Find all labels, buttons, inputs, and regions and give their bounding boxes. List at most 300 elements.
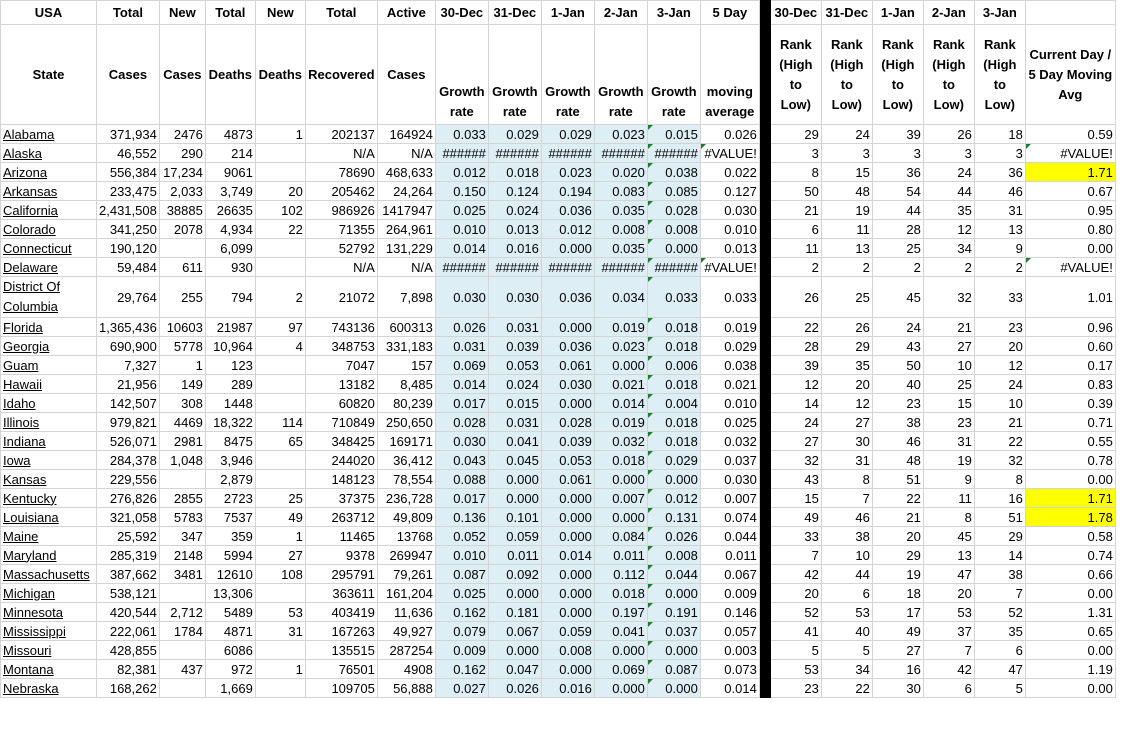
growth-rate-cell[interactable]: 0.000 xyxy=(541,603,594,622)
table-cell[interactable]: 255 xyxy=(159,277,205,318)
table-cell[interactable]: 49,809 xyxy=(377,508,435,527)
rank-cell[interactable]: 50 xyxy=(770,182,821,201)
rank-cell[interactable]: 29 xyxy=(872,546,923,565)
growth-rate-cell[interactable]: 0.024 xyxy=(488,201,541,220)
table-cell[interactable]: 4908 xyxy=(377,660,435,679)
growth-rate-cell[interactable]: 0.007 xyxy=(594,489,647,508)
rank-cell[interactable]: 12 xyxy=(923,220,974,239)
rank-cell[interactable]: 2 xyxy=(770,258,821,277)
table-cell[interactable]: 135515 xyxy=(305,641,377,660)
rank-cell[interactable]: 20 xyxy=(821,375,872,394)
ratio-cell[interactable]: 0.71 xyxy=(1025,413,1115,432)
growth-rate-cell[interactable]: 0.021 xyxy=(594,375,647,394)
state-link[interactable]: Minnesota xyxy=(1,603,97,622)
ratio-cell[interactable]: 0.96 xyxy=(1025,318,1115,337)
table-cell[interactable]: 331,183 xyxy=(377,337,435,356)
rank-cell[interactable]: 27 xyxy=(923,337,974,356)
header-cell[interactable]: New xyxy=(255,1,305,25)
table-cell[interactable]: 556,384 xyxy=(97,163,160,182)
rank-cell[interactable]: 19 xyxy=(872,565,923,584)
rank-cell[interactable]: 6 xyxy=(821,584,872,603)
growth-rate-cell[interactable]: 0.014 xyxy=(435,375,488,394)
state-link[interactable]: Alabama xyxy=(1,125,97,144)
ratio-cell[interactable]: 0.67 xyxy=(1025,182,1115,201)
header-cell[interactable]: 2-Jan xyxy=(594,1,647,25)
growth-rate-cell[interactable]: 0.026 xyxy=(647,527,700,546)
table-cell[interactable]: 71355 xyxy=(305,220,377,239)
rank-cell[interactable]: 19 xyxy=(821,201,872,220)
rank-cell[interactable]: 52 xyxy=(770,603,821,622)
rank-cell[interactable]: 21 xyxy=(974,413,1025,432)
table-cell[interactable]: 7,898 xyxy=(377,277,435,318)
rank-cell[interactable]: 26 xyxy=(770,277,821,318)
table-cell[interactable] xyxy=(255,356,305,375)
rank-cell[interactable]: 5 xyxy=(821,641,872,660)
header-cell[interactable]: 1-Jan xyxy=(541,1,594,25)
rank-cell[interactable]: 15 xyxy=(923,394,974,413)
growth-rate-cell[interactable]: 0.000 xyxy=(488,641,541,660)
table-cell[interactable] xyxy=(159,239,205,258)
growth-rate-cell[interactable]: 0.084 xyxy=(594,527,647,546)
table-cell[interactable]: 284,378 xyxy=(97,451,160,470)
rank-cell[interactable]: 8 xyxy=(923,508,974,527)
growth-rate-cell[interactable]: 0.053 xyxy=(541,451,594,470)
rank-cell[interactable]: 41 xyxy=(770,622,821,641)
ratio-cell[interactable]: 0.58 xyxy=(1025,527,1115,546)
table-cell[interactable]: 244020 xyxy=(305,451,377,470)
table-cell[interactable]: 157 xyxy=(377,356,435,375)
table-cell[interactable]: 743136 xyxy=(305,318,377,337)
rank-cell[interactable]: 30 xyxy=(872,679,923,698)
state-link[interactable]: Delaware xyxy=(1,258,97,277)
table-cell[interactable]: 794 xyxy=(205,277,255,318)
rank-cell[interactable]: 42 xyxy=(923,660,974,679)
table-cell[interactable]: 18,322 xyxy=(205,413,255,432)
rank-cell[interactable]: 47 xyxy=(974,660,1025,679)
growth-rate-cell[interactable]: 0.101 xyxy=(488,508,541,527)
table-cell[interactable]: 7537 xyxy=(205,508,255,527)
rank-cell[interactable]: 32 xyxy=(770,451,821,470)
growth-rate-cell[interactable]: 0.061 xyxy=(541,470,594,489)
rank-cell[interactable]: 2 xyxy=(821,258,872,277)
moving-average-cell[interactable]: 0.033 xyxy=(700,277,759,318)
growth-rate-cell[interactable]: 0.000 xyxy=(647,239,700,258)
header-cell[interactable]: Growth rate xyxy=(647,25,700,125)
growth-rate-cell[interactable]: 0.031 xyxy=(488,413,541,432)
header-cell[interactable]: State xyxy=(1,25,97,125)
growth-rate-cell[interactable]: 0.006 xyxy=(647,356,700,375)
state-link[interactable]: Montana xyxy=(1,660,97,679)
growth-rate-cell[interactable]: 0.008 xyxy=(594,220,647,239)
header-cell[interactable]: Active xyxy=(377,1,435,25)
table-cell[interactable]: 10603 xyxy=(159,318,205,337)
table-cell[interactable]: 250,650 xyxy=(377,413,435,432)
table-cell[interactable]: 4469 xyxy=(159,413,205,432)
growth-rate-cell[interactable]: 0.010 xyxy=(435,546,488,565)
growth-rate-cell[interactable]: 0.011 xyxy=(488,546,541,565)
moving-average-cell[interactable]: 0.025 xyxy=(700,413,759,432)
header-cell[interactable]: Growth rate xyxy=(541,25,594,125)
moving-average-cell[interactable]: 0.030 xyxy=(700,201,759,220)
rank-cell[interactable]: 24 xyxy=(923,163,974,182)
table-cell[interactable]: 7,327 xyxy=(97,356,160,375)
growth-rate-cell[interactable]: 0.087 xyxy=(435,565,488,584)
table-cell[interactable]: N/A xyxy=(305,258,377,277)
rank-cell[interactable]: 25 xyxy=(872,239,923,258)
table-cell[interactable]: 979,821 xyxy=(97,413,160,432)
table-cell[interactable]: 190,120 xyxy=(97,239,160,258)
table-cell[interactable] xyxy=(255,470,305,489)
growth-rate-cell[interactable]: 0.124 xyxy=(488,182,541,201)
growth-rate-cell[interactable]: 0.059 xyxy=(541,622,594,641)
moving-average-cell[interactable]: 0.146 xyxy=(700,603,759,622)
rank-cell[interactable]: 20 xyxy=(872,527,923,546)
rank-cell[interactable]: 25 xyxy=(821,277,872,318)
table-cell[interactable]: 49 xyxy=(255,508,305,527)
table-cell[interactable]: 2,712 xyxy=(159,603,205,622)
state-link[interactable]: Georgia xyxy=(1,337,97,356)
rank-cell[interactable]: 9 xyxy=(923,470,974,489)
growth-rate-cell[interactable]: 0.036 xyxy=(541,337,594,356)
ratio-cell[interactable]: 0.95 xyxy=(1025,201,1115,220)
rank-cell[interactable]: 25 xyxy=(923,375,974,394)
table-cell[interactable]: 26635 xyxy=(205,201,255,220)
growth-rate-cell[interactable]: 0.035 xyxy=(594,201,647,220)
table-cell[interactable]: 229,556 xyxy=(97,470,160,489)
header-cell[interactable]: Rank (High to Low) xyxy=(974,25,1025,125)
rank-cell[interactable]: 13 xyxy=(974,220,1025,239)
table-cell[interactable]: 341,250 xyxy=(97,220,160,239)
growth-rate-cell[interactable]: 0.009 xyxy=(435,641,488,660)
table-cell[interactable]: 131,229 xyxy=(377,239,435,258)
table-cell[interactable]: 4,934 xyxy=(205,220,255,239)
rank-cell[interactable]: 24 xyxy=(821,125,872,144)
table-cell[interactable]: 972 xyxy=(205,660,255,679)
state-link[interactable]: Alaska xyxy=(1,144,97,163)
table-cell[interactable]: 611 xyxy=(159,258,205,277)
growth-rate-cell[interactable]: 0.043 xyxy=(435,451,488,470)
table-cell[interactable]: 65 xyxy=(255,432,305,451)
growth-rate-cell[interactable]: 0.034 xyxy=(594,277,647,318)
table-cell[interactable]: 205462 xyxy=(305,182,377,201)
ratio-cell[interactable]: 0.00 xyxy=(1025,641,1115,660)
rank-cell[interactable]: 45 xyxy=(923,527,974,546)
table-cell[interactable]: 20 xyxy=(255,182,305,201)
ratio-cell[interactable]: 1.71 xyxy=(1025,163,1115,182)
state-link[interactable]: Maine xyxy=(1,527,97,546)
moving-average-cell[interactable]: 0.032 xyxy=(700,432,759,451)
table-cell[interactable]: 31 xyxy=(255,622,305,641)
rank-cell[interactable]: 50 xyxy=(872,356,923,375)
rank-cell[interactable]: 8 xyxy=(821,470,872,489)
table-cell[interactable] xyxy=(255,451,305,470)
rank-cell[interactable]: 7 xyxy=(770,546,821,565)
rank-cell[interactable]: 45 xyxy=(872,277,923,318)
rank-cell[interactable]: 46 xyxy=(821,508,872,527)
table-cell[interactable]: 49,927 xyxy=(377,622,435,641)
moving-average-cell[interactable]: 0.067 xyxy=(700,565,759,584)
growth-rate-cell[interactable]: 0.000 xyxy=(541,318,594,337)
table-cell[interactable]: 24,264 xyxy=(377,182,435,201)
rank-cell[interactable]: 21 xyxy=(770,201,821,220)
moving-average-cell[interactable]: 0.013 xyxy=(700,239,759,258)
rank-cell[interactable]: 48 xyxy=(872,451,923,470)
rank-cell[interactable]: 27 xyxy=(872,641,923,660)
rank-cell[interactable]: 16 xyxy=(872,660,923,679)
growth-rate-cell[interactable]: 0.085 xyxy=(647,182,700,201)
growth-rate-cell[interactable]: ###### xyxy=(488,144,541,163)
ratio-cell[interactable]: 0.60 xyxy=(1025,337,1115,356)
growth-rate-cell[interactable]: 0.029 xyxy=(647,451,700,470)
growth-rate-cell[interactable]: 0.025 xyxy=(435,584,488,603)
table-cell[interactable]: 1,365,436 xyxy=(97,318,160,337)
rank-cell[interactable]: 5 xyxy=(770,641,821,660)
growth-rate-cell[interactable]: 0.018 xyxy=(594,584,647,603)
table-cell[interactable]: 3,749 xyxy=(205,182,255,201)
header-cell[interactable]: Total xyxy=(305,1,377,25)
table-cell[interactable]: 321,058 xyxy=(97,508,160,527)
rank-cell[interactable]: 44 xyxy=(821,565,872,584)
table-cell[interactable]: 164924 xyxy=(377,125,435,144)
state-link[interactable]: Hawaii xyxy=(1,375,97,394)
header-cell[interactable]: 31-Dec xyxy=(821,1,872,25)
rank-cell[interactable]: 31 xyxy=(974,201,1025,220)
rank-cell[interactable]: 14 xyxy=(770,394,821,413)
ratio-cell[interactable]: 0.78 xyxy=(1025,451,1115,470)
header-cell[interactable]: USA xyxy=(1,1,97,25)
rank-cell[interactable]: 24 xyxy=(770,413,821,432)
table-cell[interactable]: 986926 xyxy=(305,201,377,220)
growth-rate-cell[interactable]: ###### xyxy=(647,144,700,163)
header-cell[interactable] xyxy=(1025,1,1115,25)
rank-cell[interactable]: 46 xyxy=(872,432,923,451)
state-link[interactable]: Connecticut xyxy=(1,239,97,258)
table-cell[interactable]: 2,879 xyxy=(205,470,255,489)
rank-cell[interactable]: 12 xyxy=(974,356,1025,375)
table-cell[interactable]: 690,900 xyxy=(97,337,160,356)
growth-rate-cell[interactable]: 0.031 xyxy=(435,337,488,356)
growth-rate-cell[interactable]: 0.000 xyxy=(647,584,700,603)
table-cell[interactable] xyxy=(255,144,305,163)
table-cell[interactable]: 114 xyxy=(255,413,305,432)
growth-rate-cell[interactable]: 0.083 xyxy=(594,182,647,201)
rank-cell[interactable]: 51 xyxy=(872,470,923,489)
table-cell[interactable]: 149 xyxy=(159,375,205,394)
rank-cell[interactable]: 9 xyxy=(974,239,1025,258)
state-link[interactable]: Colorado xyxy=(1,220,97,239)
rank-cell[interactable]: 19 xyxy=(923,451,974,470)
rank-cell[interactable]: 26 xyxy=(821,318,872,337)
growth-rate-cell[interactable]: 0.045 xyxy=(488,451,541,470)
table-cell[interactable]: 420,544 xyxy=(97,603,160,622)
header-cell[interactable]: Cases xyxy=(159,25,205,125)
growth-rate-cell[interactable]: ###### xyxy=(541,144,594,163)
growth-rate-cell[interactable]: 0.028 xyxy=(435,413,488,432)
header-cell[interactable]: New xyxy=(159,1,205,25)
table-cell[interactable]: 2855 xyxy=(159,489,205,508)
growth-rate-cell[interactable]: 0.028 xyxy=(541,413,594,432)
table-cell[interactable]: 363611 xyxy=(305,584,377,603)
header-cell[interactable]: Growth rate xyxy=(435,25,488,125)
table-cell[interactable]: 287254 xyxy=(377,641,435,660)
table-cell[interactable] xyxy=(159,679,205,698)
growth-rate-cell[interactable]: 0.023 xyxy=(541,163,594,182)
state-link[interactable]: Massachusetts xyxy=(1,565,97,584)
growth-rate-cell[interactable]: 0.000 xyxy=(594,356,647,375)
growth-rate-cell[interactable]: 0.087 xyxy=(647,660,700,679)
state-link[interactable]: Nebraska xyxy=(1,679,97,698)
table-cell[interactable]: 109705 xyxy=(305,679,377,698)
table-cell[interactable]: 1417947 xyxy=(377,201,435,220)
table-cell[interactable]: 17,234 xyxy=(159,163,205,182)
table-cell[interactable]: 102 xyxy=(255,201,305,220)
rank-cell[interactable]: 49 xyxy=(770,508,821,527)
growth-rate-cell[interactable]: 0.000 xyxy=(647,641,700,660)
rank-cell[interactable]: 49 xyxy=(872,622,923,641)
ratio-cell[interactable]: 0.17 xyxy=(1025,356,1115,375)
rank-cell[interactable]: 6 xyxy=(974,641,1025,660)
growth-rate-cell[interactable]: 0.029 xyxy=(488,125,541,144)
rank-cell[interactable]: 20 xyxy=(770,584,821,603)
rank-cell[interactable]: 42 xyxy=(770,565,821,584)
table-cell[interactable]: 21,956 xyxy=(97,375,160,394)
moving-average-cell[interactable]: 0.057 xyxy=(700,622,759,641)
table-cell[interactable]: 3,946 xyxy=(205,451,255,470)
growth-rate-cell[interactable]: 0.018 xyxy=(647,318,700,337)
growth-rate-cell[interactable]: 0.000 xyxy=(488,489,541,508)
state-link[interactable]: Iowa xyxy=(1,451,97,470)
moving-average-cell[interactable]: 0.011 xyxy=(700,546,759,565)
rank-cell[interactable]: 10 xyxy=(821,546,872,565)
growth-rate-cell[interactable]: 0.037 xyxy=(647,622,700,641)
table-cell[interactable]: 59,484 xyxy=(97,258,160,277)
moving-average-cell[interactable]: 0.009 xyxy=(700,584,759,603)
ratio-cell[interactable]: #VALUE! xyxy=(1025,144,1115,163)
growth-rate-cell[interactable]: 0.018 xyxy=(647,432,700,451)
growth-rate-cell[interactable]: 0.027 xyxy=(435,679,488,698)
table-cell[interactable]: 5489 xyxy=(205,603,255,622)
ratio-cell[interactable]: 1.71 xyxy=(1025,489,1115,508)
rank-cell[interactable]: 20 xyxy=(974,337,1025,356)
moving-average-cell[interactable]: 0.127 xyxy=(700,182,759,201)
rank-cell[interactable]: 48 xyxy=(821,182,872,201)
growth-rate-cell[interactable]: 0.011 xyxy=(594,546,647,565)
table-cell[interactable]: 295791 xyxy=(305,565,377,584)
growth-rate-cell[interactable]: 0.013 xyxy=(488,220,541,239)
growth-rate-cell[interactable]: 0.019 xyxy=(594,413,647,432)
ratio-cell[interactable]: 1.19 xyxy=(1025,660,1115,679)
table-cell[interactable]: 8475 xyxy=(205,432,255,451)
state-link[interactable]: District Of Columbia xyxy=(1,277,97,318)
table-cell[interactable]: 403419 xyxy=(305,603,377,622)
header-cell[interactable]: Deaths xyxy=(255,25,305,125)
rank-cell[interactable]: 38 xyxy=(821,527,872,546)
table-cell[interactable]: 4 xyxy=(255,337,305,356)
rank-cell[interactable]: 35 xyxy=(974,622,1025,641)
ratio-cell[interactable]: 0.80 xyxy=(1025,220,1115,239)
growth-rate-cell[interactable]: 0.047 xyxy=(488,660,541,679)
growth-rate-cell[interactable]: ###### xyxy=(594,144,647,163)
rank-cell[interactable]: 32 xyxy=(974,451,1025,470)
table-cell[interactable]: 1 xyxy=(159,356,205,375)
rank-cell[interactable]: 39 xyxy=(872,125,923,144)
header-cell[interactable]: 30-Dec xyxy=(770,1,821,25)
growth-rate-cell[interactable]: 0.041 xyxy=(488,432,541,451)
table-cell[interactable]: 6086 xyxy=(205,641,255,660)
rank-cell[interactable]: 13 xyxy=(923,546,974,565)
growth-rate-cell[interactable]: ###### xyxy=(488,258,541,277)
table-cell[interactable]: 7047 xyxy=(305,356,377,375)
rank-cell[interactable]: 43 xyxy=(770,470,821,489)
table-cell[interactable] xyxy=(255,239,305,258)
table-cell[interactable]: 233,475 xyxy=(97,182,160,201)
growth-rate-cell[interactable]: 0.039 xyxy=(541,432,594,451)
moving-average-cell[interactable]: 0.019 xyxy=(700,318,759,337)
table-cell[interactable]: 11,636 xyxy=(377,603,435,622)
rank-cell[interactable]: 33 xyxy=(974,277,1025,318)
growth-rate-cell[interactable]: 0.014 xyxy=(541,546,594,565)
ratio-cell[interactable]: 0.65 xyxy=(1025,622,1115,641)
table-cell[interactable]: 108 xyxy=(255,565,305,584)
header-cell[interactable]: 1-Jan xyxy=(872,1,923,25)
growth-rate-cell[interactable]: 0.069 xyxy=(594,660,647,679)
rank-cell[interactable]: 35 xyxy=(821,356,872,375)
growth-rate-cell[interactable]: 0.191 xyxy=(647,603,700,622)
growth-rate-cell[interactable]: 0.000 xyxy=(541,527,594,546)
rank-cell[interactable]: 23 xyxy=(974,318,1025,337)
rank-cell[interactable]: 8 xyxy=(974,470,1025,489)
moving-average-cell[interactable]: 0.074 xyxy=(700,508,759,527)
table-cell[interactable]: 289 xyxy=(205,375,255,394)
rank-cell[interactable]: 18 xyxy=(974,125,1025,144)
rank-cell[interactable]: 31 xyxy=(923,432,974,451)
ratio-cell[interactable]: 0.39 xyxy=(1025,394,1115,413)
rank-cell[interactable]: 23 xyxy=(923,413,974,432)
growth-rate-cell[interactable]: ###### xyxy=(541,258,594,277)
rank-cell[interactable]: 12 xyxy=(770,375,821,394)
table-cell[interactable]: 371,934 xyxy=(97,125,160,144)
growth-rate-cell[interactable]: 0.016 xyxy=(488,239,541,258)
rank-cell[interactable]: 36 xyxy=(974,163,1025,182)
table-cell[interactable]: 37375 xyxy=(305,489,377,508)
ratio-cell[interactable]: 1.01 xyxy=(1025,277,1115,318)
table-cell[interactable]: 8,485 xyxy=(377,375,435,394)
table-cell[interactable] xyxy=(159,641,205,660)
table-cell[interactable]: 97 xyxy=(255,318,305,337)
table-cell[interactable]: 13768 xyxy=(377,527,435,546)
table-cell[interactable]: 264,961 xyxy=(377,220,435,239)
table-cell[interactable]: 22 xyxy=(255,220,305,239)
moving-average-cell[interactable]: 0.007 xyxy=(700,489,759,508)
header-cell[interactable]: 2-Jan xyxy=(923,1,974,25)
header-cell[interactable]: Growth rate xyxy=(488,25,541,125)
table-cell[interactable]: 11465 xyxy=(305,527,377,546)
growth-rate-cell[interactable]: 0.030 xyxy=(435,277,488,318)
growth-rate-cell[interactable]: 0.018 xyxy=(647,337,700,356)
growth-rate-cell[interactable]: 0.000 xyxy=(647,679,700,698)
table-cell[interactable]: 9378 xyxy=(305,546,377,565)
table-cell[interactable]: N/A xyxy=(377,258,435,277)
rank-cell[interactable]: 35 xyxy=(923,201,974,220)
ratio-cell[interactable]: 1.78 xyxy=(1025,508,1115,527)
rank-cell[interactable]: 28 xyxy=(872,220,923,239)
rank-cell[interactable]: 40 xyxy=(872,375,923,394)
table-cell[interactable]: 142,507 xyxy=(97,394,160,413)
growth-rate-cell[interactable]: 0.069 xyxy=(435,356,488,375)
table-cell[interactable]: 167263 xyxy=(305,622,377,641)
rank-cell[interactable]: 3 xyxy=(821,144,872,163)
header-cell[interactable]: Rank (High to Low) xyxy=(770,25,821,125)
